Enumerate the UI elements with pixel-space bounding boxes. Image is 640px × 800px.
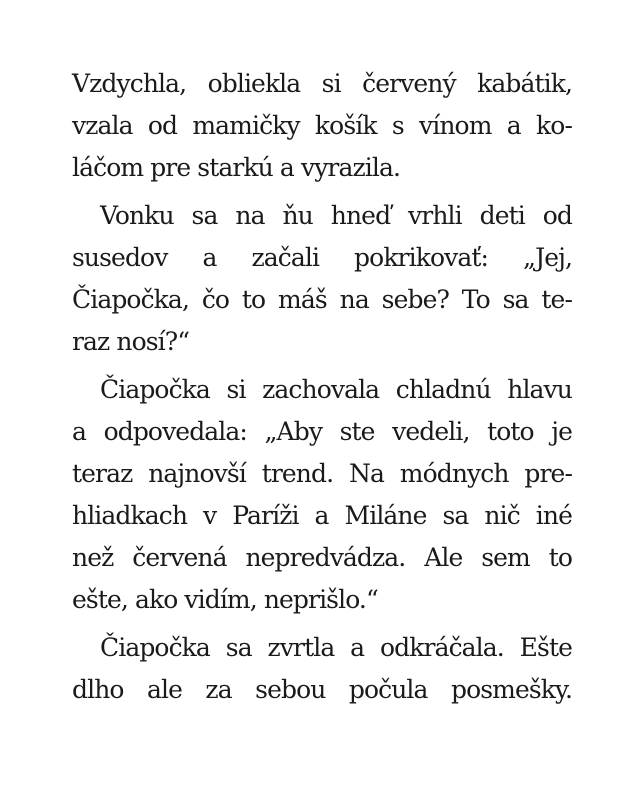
text-line: vzala od mamičky košík s vínom a ko- [72, 111, 572, 140]
text-line: láčom pre starkú a vyrazila. [72, 153, 400, 182]
text-line: Čiapočka sa zvrtla a odkráčala. Ešte [100, 633, 572, 662]
text-line: hliadkach v Paríži a Miláne sa nič iné [72, 501, 572, 530]
text-line: dlho ale za sebou počula posmešky. [72, 675, 572, 704]
text-line: než červená nepredvádza. Ale sem to [72, 543, 572, 572]
text-line: Vonku sa na ňu hneď vrhli deti od [100, 201, 572, 230]
text-line: a odpovedala: „Aby ste vedeli, toto je [72, 417, 572, 446]
text-line: Vzdychla, obliekla si červený kabátik, [72, 69, 572, 98]
text-line: susedov a začali pokrikovať: „Jej, [72, 243, 572, 272]
text-line: raz nosí?“ [72, 327, 190, 356]
text-line: Čiapočka si zachovala chladnú hlavu [100, 375, 572, 404]
text-line: teraz najnovší trend. Na módnych pre- [72, 459, 572, 488]
text-line: Čiapočka, čo to máš na sebe? To sa te- [72, 285, 572, 314]
text-line: ešte, ako vidím, neprišlo.“ [72, 585, 378, 614]
